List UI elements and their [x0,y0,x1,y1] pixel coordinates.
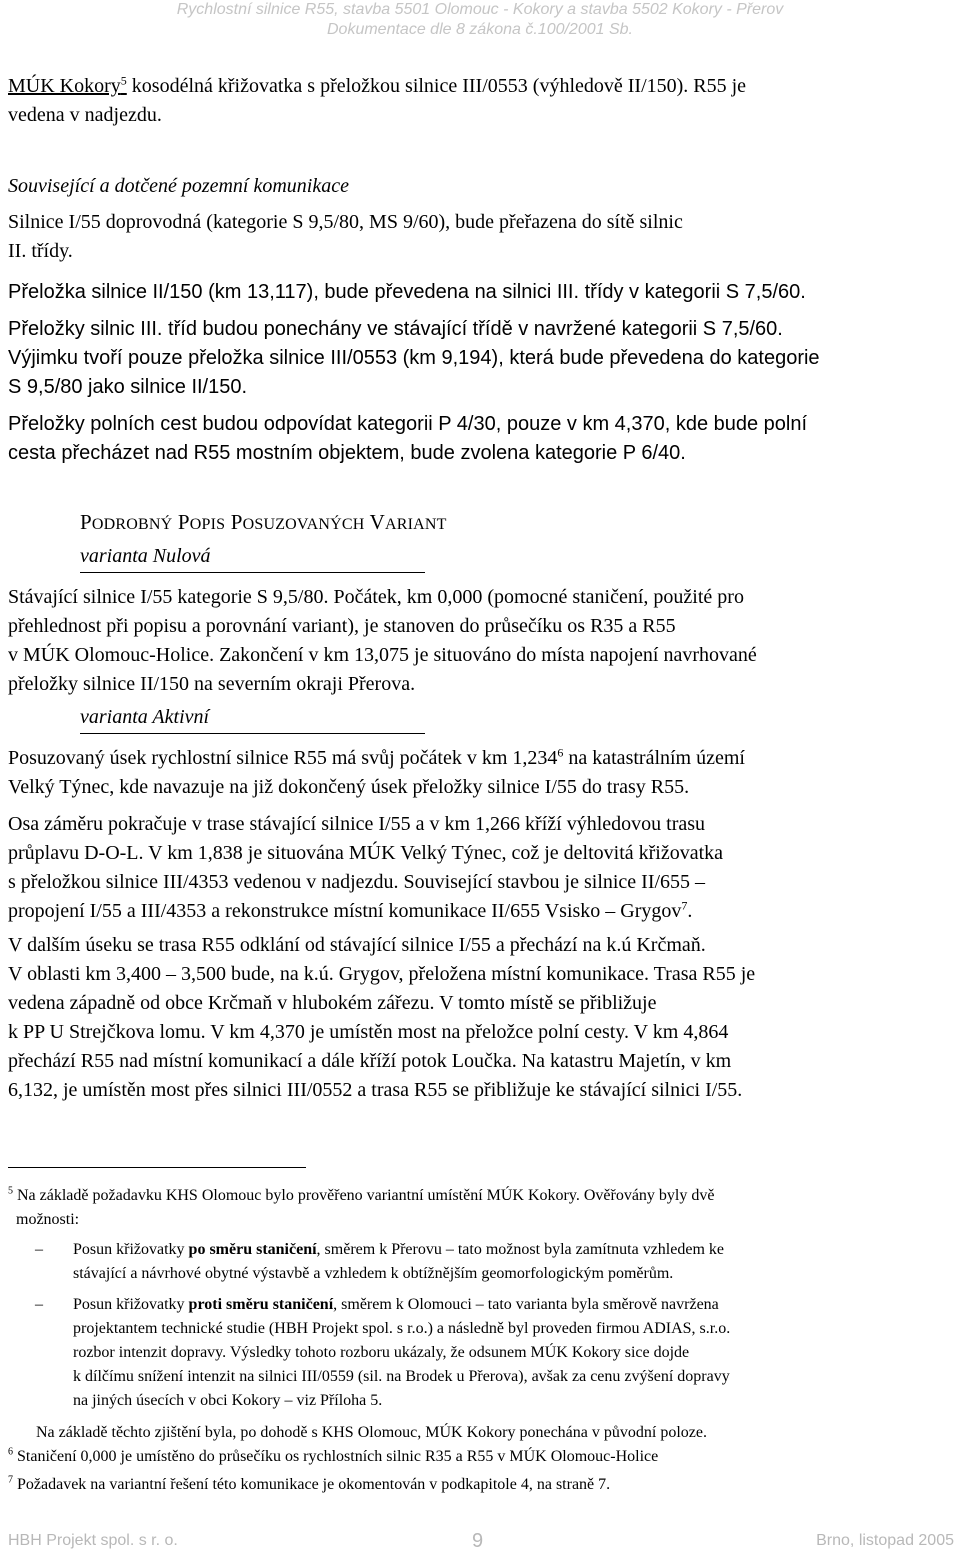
footnote-5-bullet-2 [8,1293,954,1413]
null-line-2: přehlednost při popisu a porovnání variant), je stanoven do průsečíku os R35 a R55 [8,615,676,637]
null-line-4: přeložky silnice II/150 na severním okraji Přerova. [8,673,416,695]
intro-paragraph [8,72,954,130]
page-footer [0,1530,960,1558]
active-p2-line-1: Osa záměru pokračuje v trase stávající silnice I/55 a v km 1,266 kříží výhledovou trasu [8,813,706,835]
active-p3-line-2: V oblasti km 3,400 – 3,500 bude, na k.ú. Grygov, přeložena místní komunikace. Trasa R55 je [8,963,756,985]
footnote-6: $^6$ Staničení 0,000 je umístěno do průsečíku os rychlostních silnic R35 a R55 v MÚK Olomouc-Holice [8,1446,659,1465]
variant-active-p1 [8,744,954,802]
bullet-2-line-4: k dílčímu snížení intenzit na silnici III/0559 (sil. na Brodek u Přerova), avšak za cenu zvýšení dopravy [73,1368,730,1385]
variant-active-title: varianta Aktivní [80,706,210,728]
footnote-5-line-2: možnosti: [16,1211,80,1228]
active-p3-line-1: V dalším úseku se trasa R55 odklání od stávající silnice I/55 a přechází na k.ú Krčmaň. [8,934,706,956]
roads-line-6: S 9,5/80 jako silnice II/150. [8,376,248,398]
null-line-1: Stávající silnice I/55 kategorie S 9,5/80. Počátek, km 0,000 (pomocné staničení, použité pro [8,586,744,608]
active-p2-line-4: propojení I/55 a III/4353 a rekonstrukce místní komunikace II/655 Vsisko – Grygov$^7$. [8,898,693,922]
roads-line-2: II. třídy. [8,240,73,262]
active-p2-line-2: průplavu D-O-L. V km 1,838 je situována MÚK Velký Týnec, což je deltovitá křižovatka [8,842,724,864]
header-line-1: Rychlostní silnice R55, stavba 5501 Olomouc - Kokory a stavba 5502 Kokory - Přerov [176,1,784,18]
roads-line-7: Přeložky polních cest budou odpovídat kategorii P 4/30, pouze v km 4,370, kde bude polní [8,413,808,435]
roads-line-4: Přeložky silnic III. tříd budou ponechány ve stávající třídě v navržené kategorii S 7,5/60. [8,318,783,340]
footnotes [8,1184,954,1497]
footnote-5-bullet-1 [8,1238,954,1286]
bullet-1-line-2: stávající a návrhové obytné výstavbě a vzhledem k obtížnějším geomorfologickým poměrům. [73,1265,674,1282]
roads-line-1: Silnice I/55 doprovodná (kategorie S 9,5/80, MS 9/60), bude přeřazena do sítě silnic [8,211,683,233]
bullet-dash: – [35,1241,43,1258]
footnote-ref-7[interactable]: 7 [681,898,688,913]
footnote-ref-5[interactable]: 5 [120,73,127,88]
active-p3-line-5: přechází R55 nad místní komunikací a dále kříží potok Loučka. Na katastru Majetín, v km [8,1050,732,1072]
footnote-ref-6[interactable]: 6 [557,745,564,760]
roads-line-3: Přeložka silnice II/150 (km 13,117), bude převedena na silnici III. třídy v kategorii S 7,5/60. [8,281,806,303]
footnote-7: $^7$ Požadavek na variantní řešení této komunikace je okomentován v podkapitole 4, na straně 7. [8,1474,611,1493]
footer-date: Brno, listopad 2005 [816,1532,954,1549]
bullet-2-line-2: projektantem technické studie (HBH Projekt spol. s r.o.) a následně byl proveden firmou ADIAS, s.r.o. [73,1320,731,1337]
bullet-dash: – [35,1296,43,1313]
active-p3-line-4: k PP U Strejčkova lomu. V km 4,370 je umístěn most na přeložce polní cesty. V km 4,864 [8,1021,729,1043]
muk-kokory-link[interactable]: MÚK Kokory$^5$ [8,73,127,97]
roads-line-8: cesta přecházet nad R55 mostním objektem, bude zvolena kategorie P 6/40. [8,442,686,464]
active-p1-line-1: Posuzovaný úsek rychlostní silnice R55 má svůj počátek v km 1,234$^6$ na katastrálním území [8,745,745,769]
roads-heading: Související a dotčené pozemní komunikace [8,175,349,197]
active-p2-line-3: s přeložkou silnice III/4353 vedenou v nadjezdu. Související stavbou je silnice II/655 – [8,871,706,893]
footnote-separator [8,1167,306,1168]
roads-line-5: Výjimku tvoří pouze přeložka silnice III/0553 (km 9,194), která bude převedena do kategorie [8,347,820,369]
active-p3-line-3: vedena západně od obce Krčmaň v hlubokém zářezu. V tomto místě se přibližuje [8,992,657,1014]
footnote-5-line-1: $^5$ Na základě požadavku KHS Olomouc bylo prověřeno variantní umístění MÚK Kokory. Ověřovány byly dvě [8,1185,715,1204]
active-p3-line-6: 6,132, je umístěn most přes silnici III/0552 a trasa R55 se přibližuje ke stávající silnici I/55. [8,1079,743,1101]
bullet-2-line-5: na jiných úsecích v obci Kokory – viz Příloha 5. [73,1392,383,1409]
bullet-2-line-3: rozbor intenzit dopravy. Výsledky tohoto rozboru ukázaly, že odsunem MÚK Kokory sice dojde [73,1344,690,1361]
intro-line-1: MÚK Kokory$^5$ kosodélná křižovatka s přeložkou silnice III/0553 (výhledově II/150). R55 je [8,73,747,97]
bullet-1-line-1: Posun křižovatky po směru staničení, směrem k Přerovu – tato možnost byla zamítnuta vzhledem ke [73,1241,724,1258]
variant-null-title: varianta Nulová [80,545,211,567]
page-number: 9 [472,1530,484,1552]
bullet-2-line-1: Posun křižovatky proti směru staničení, směrem k Olomouci – tato varianta byla směrově navržena [73,1296,719,1313]
intro-line-2: vedena v nadjezdu. [8,104,162,126]
section-heading: PODROBNÝ POPIS POSUZOVANÝCH VARIANT [80,510,447,534]
page-header [0,0,960,44]
footnote-5-conclusion: Na základě těchto zjištění byla, po dohodě s KHS Olomouc, MÚK Kokory ponechána v původní poloze. [36,1424,707,1441]
variant-null-body [8,583,954,699]
roads-body [8,208,954,468]
footer-company: HBH Projekt spol. s r. o. [8,1532,178,1549]
roads-section [8,172,954,201]
header-line-2: Dokumentace dle 8 zákona č.100/2001 Sb. [327,21,633,38]
variant-active-p3 [8,931,954,1105]
variant-active-rule [80,733,425,734]
null-line-3: v MÚK Olomouc-Holice. Zakončení v km 13,075 je situováno do místa napojení navrhované [8,644,757,666]
variant-active-p2 [8,810,954,926]
variant-null-rule [80,572,425,573]
active-p1-line-2: Velký Týnec, kde navazuje na již dokončený úsek přeložky silnice I/55 do trasy R55. [8,776,690,798]
